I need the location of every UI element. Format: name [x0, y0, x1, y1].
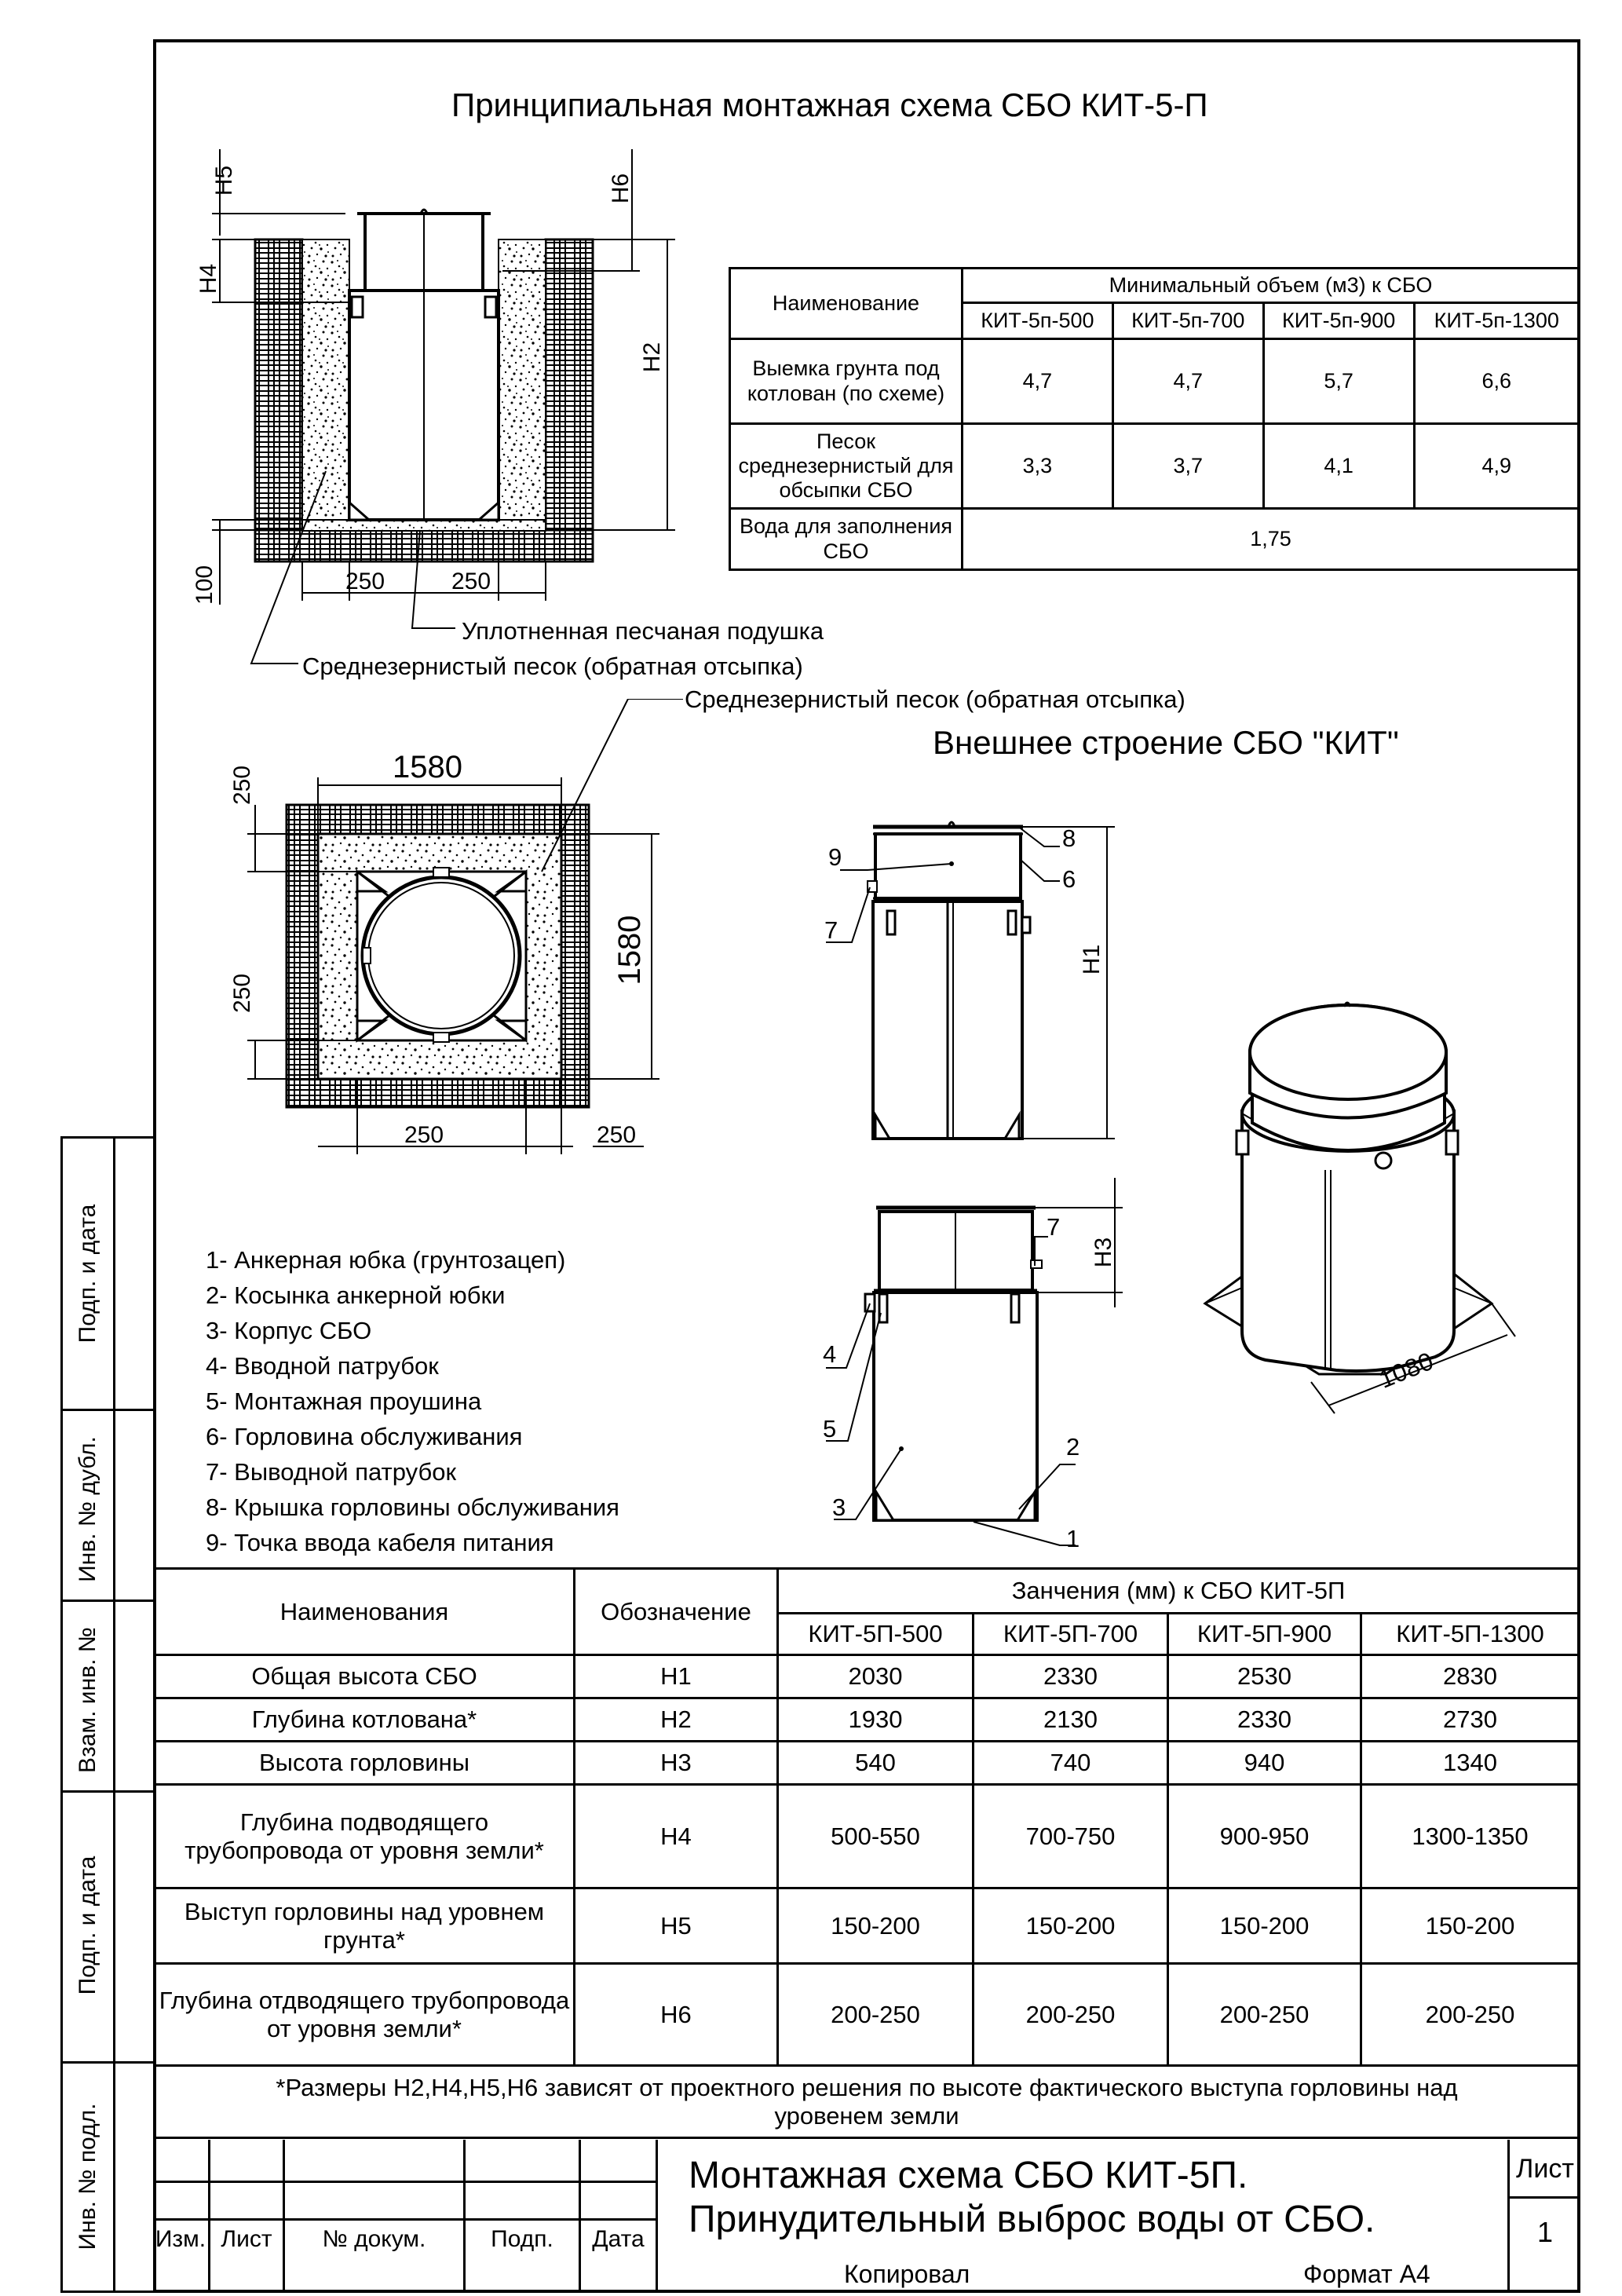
footer-copied: Копировал — [844, 2260, 970, 2288]
dims-row-code: H1 — [575, 1655, 778, 1698]
front-view-drawing — [816, 1170, 1146, 1563]
dim-1580-label: 1580 — [612, 915, 647, 985]
callout-1: 1 — [1066, 1525, 1080, 1552]
dim-100-label: 100 — [192, 565, 217, 605]
dims-row-code: H3 — [575, 1742, 778, 1785]
volume-model: КИТ-5п-500 — [963, 303, 1113, 339]
dims-row-name: Общая высота СБО — [155, 1655, 575, 1698]
volume-row-name: Выемка грунта под котлован (по схеме) — [730, 339, 963, 424]
legend-item: 2- Косынка анкерной юбки — [206, 1281, 506, 1309]
dims-row-name: Глубина подводящего трубопровода от уровня земли* — [155, 1785, 575, 1888]
isometric-view-drawing — [1201, 997, 1531, 1437]
dim-250-label: 250 — [597, 1122, 637, 1148]
dims-group-header: Занчения (мм) к СБО КИТ-5П — [778, 1569, 1580, 1614]
footer-format: Формат А4 — [1303, 2260, 1430, 2288]
h6-label: H6 — [608, 173, 634, 204]
dims-row-code: H2 — [575, 1698, 778, 1742]
dim-250-label: 250 — [451, 569, 491, 594]
volume-row-name: Вода для заполнения СБО — [730, 509, 963, 570]
dim-1080-label: 1080 — [1375, 1346, 1438, 1394]
callout-9: 9 — [828, 843, 842, 871]
callout-backfill-plan: Среднезернистый песок (обратная отсыпка) — [685, 686, 1185, 713]
legend-item: 1- Анкерная юбка (грунтозацеп) — [206, 1246, 566, 1274]
dim-250-label: 250 — [404, 1122, 444, 1148]
side-label: Подп. и дата — [75, 1204, 100, 1344]
dims-row-name: Выступ горловины над уровнем грунта* — [155, 1888, 575, 1964]
legend-list — [206, 1242, 619, 1560]
elevation-view-drawing — [816, 809, 1131, 1146]
h3-label: H3 — [1090, 1237, 1116, 1268]
h4-label: H4 — [195, 263, 221, 294]
document-title-line1: Монтажная схема СБО КИТ-5П. — [689, 2155, 1248, 2196]
dims-row-name: Высота горловины — [155, 1742, 575, 1785]
dim-250-label: 250 — [345, 569, 385, 594]
volume-group-header: Минимальный объем (м3) к СБО — [963, 269, 1580, 303]
stamp-col-label: Подп. — [491, 2226, 553, 2252]
volume-table: Наименование Минимальный объем (м3) к СБО КИТ-5п-500 КИТ-5п-700 КИТ-5п-900 КИТ-5п-1300 Выемка грунта под котлован (по схеме) 4,7 4,7 5,7 6,6 Песок среднезернистый для обсыпки СБО 3,3 3,7 4,1 4,9 Вода для заполнения СБО 1,75 — [729, 267, 1580, 571]
sheet-number: 1 — [1536, 2216, 1554, 2248]
document-title-line2: Принудительный выброс воды от СБО. — [689, 2199, 1375, 2240]
callout-sand-cushion: Уплотненная песчаная подушка — [462, 617, 824, 645]
volume-model: КИТ-5п-1300 — [1414, 303, 1579, 339]
volume-row-name: Песок среднезернистый для обсыпки СБО — [730, 424, 963, 509]
stamp-col-label: № докум. — [322, 2226, 426, 2252]
external-title: Внешнее строение СБО "КИТ" — [933, 724, 1399, 761]
dims-col-name: Наименования — [155, 1569, 575, 1655]
legend-item: 3- Корпус СБО — [206, 1317, 372, 1344]
dim-250-label: 250 — [229, 765, 255, 806]
dims-model: КИТ-5П-700 — [974, 1614, 1168, 1655]
dims-model: КИТ-5П-1300 — [1361, 1614, 1580, 1655]
callout-8: 8 — [1062, 824, 1076, 852]
stamp-col-label: Изм. — [155, 2226, 206, 2252]
side-label: Взам. инв. № — [75, 1627, 100, 1773]
dims-model: КИТ-5П-900 — [1168, 1614, 1361, 1655]
h2-label: H2 — [639, 342, 665, 373]
volume-model: КИТ-5п-900 — [1263, 303, 1414, 339]
callout-7: 7 — [1047, 1213, 1061, 1241]
legend-item: 4- Вводной патрубок — [206, 1352, 439, 1380]
volume-col-name: Наименование — [730, 269, 963, 339]
legend-item: 6- Горловина обслуживания — [206, 1423, 523, 1450]
legend-item: 5- Монтажная проушина — [206, 1387, 482, 1415]
h1-label: H1 — [1079, 944, 1105, 975]
volume-model: КИТ-5п-700 — [1112, 303, 1263, 339]
legend-item: 7- Выводной патрубок — [206, 1458, 457, 1486]
side-label: Инв. № подл. — [75, 2103, 100, 2250]
dims-model: КИТ-5П-500 — [778, 1614, 974, 1655]
h5-label: H5 — [211, 165, 237, 196]
callout-backfill: Среднезернистый песок (обратная отсыпка) — [302, 653, 803, 680]
callout-3: 3 — [832, 1493, 846, 1521]
callout-7: 7 — [824, 916, 838, 944]
stamp-col-label: Лист — [221, 2226, 272, 2252]
dimensions-table: Наименования Обозначение Занчения (мм) к СБО КИТ-5П КИТ-5П-500 КИТ-5П-700 КИТ-5П-900 КИТ-5П-1300 Общая высота СБО H1 2030 2330 2530 2830 Глубина котлована* H2 1930 2130 2330 2730 Высота горловины H3 540 740 940 1340 Глубина подводящего трубопровода от уровня земли* H4 500-550 700-750 900-950 1300-1350 Выступ горловины над уровнем грунта* H5 150-200 150-200 150-200 150-200 Глубина отдводящего трубопровода от уровня земли* H6 200-250 200-250 200-250 200-250 *Размеры H2,H4,H5,H6 зависят от проектного решения по высоте фактического выступа горловины над уровенем земли — [153, 1567, 1580, 2139]
dim-250-label: 250 — [229, 973, 255, 1014]
dims-row-name: Глубина котлована* — [155, 1698, 575, 1742]
dims-row-code: H6 — [575, 1964, 778, 2066]
dim-1580-label: 1580 — [393, 750, 462, 784]
dims-row-name: Глубина отдводящего трубопровода от уровня земли* — [155, 1964, 575, 2066]
section-view-drawing — [181, 133, 730, 683]
side-label: Инв. № дубл. — [75, 1436, 100, 1582]
dims-note: *Размеры H2,H4,H5,H6 зависят от проектного решения по высоте фактического выступа горловины над уровенем земли — [155, 2066, 1580, 2138]
callout-2: 2 — [1066, 1433, 1080, 1461]
stamp-col-label: Дата — [592, 2226, 645, 2252]
callout-4: 4 — [823, 1340, 837, 1368]
dims-col-code: Обозначение — [575, 1569, 778, 1655]
sheet-label: Лист — [1516, 2154, 1574, 2184]
side-label: Подп. и дата — [75, 1855, 100, 1995]
dims-row-code: H5 — [575, 1888, 778, 1964]
callout-6: 6 — [1062, 865, 1076, 893]
legend-item: 8- Крышка горловины обслуживания — [206, 1493, 619, 1521]
main-title: Принципиальная монтажная схема СБО КИТ-5-П — [451, 86, 1208, 123]
plan-view-drawing — [220, 699, 722, 1154]
legend-item: 9- Точка ввода кабеля питания — [206, 1529, 554, 1556]
callout-5: 5 — [823, 1415, 837, 1442]
dims-row-code: H4 — [575, 1785, 778, 1888]
